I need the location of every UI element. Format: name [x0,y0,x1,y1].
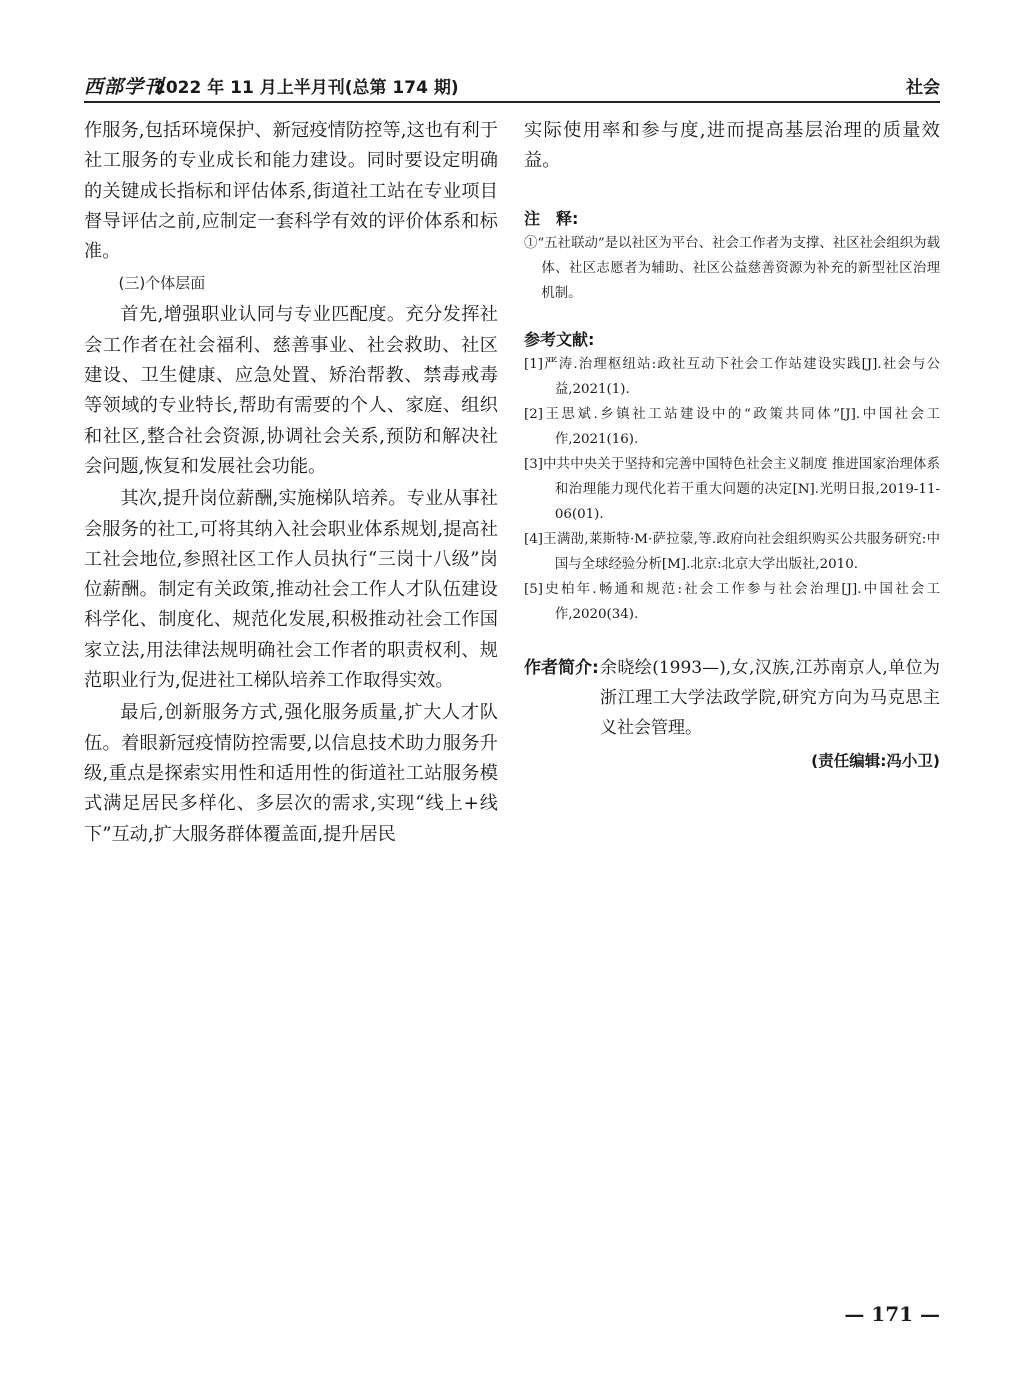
subheading: (三)个体层面 [118,274,206,293]
reference-item: [5]史柏年.畅通和规范:社会工作参与社会治理[J].中国社会工作,2020(34). [524,581,940,622]
right-column [524,116,940,771]
header-rule [84,101,940,103]
reference-item: [3]中共中央关于坚持和完善中国特色社会主义制度 推进国家治理体系和治理能力现代化若干重大问题的决定[N].光明日报,2019-11-06(01). [524,456,940,522]
editor-credit: (责任编辑:冯小卫) [811,751,940,770]
note-1: ①“五社联动”是以社区为平台、社会工作者为支撑、社区社会组织为载体、社区志愿者为辅助、社区公益慈善资源为补充的新型社区治理机制。 [524,235,940,301]
left-column [84,116,498,850]
paragraph-continued: 实际使用率和参与度,进而提高基层治理的质量效益。 [524,120,940,172]
paragraph-1: 作服务,包括环境保护、新冠疫情防控等,这也有利于社工服务的专业成长和能力建设。同时要设定明确的关键成长指标和评估体系,街道社工站在专业项目督导评估之前,应制定一套科学有效的评价体系和标准。 [84,120,498,263]
page-number: — 171 — [844,1302,940,1326]
reference-item: [4]王满劭,莱斯特·M·萨拉蒙,等.政府向社会组织购买公共服务研究:中国与全球经验分析[M].北京:北京大学出版社,2010. [524,531,940,572]
paragraph-2: 首先,增强职业认同与专业匹配度。充分发挥社会工作者在社会福利、慈善事业、社会救助、社区建设、卫生健康、应急处置、矫治帮教、禁毒戒毒等领域的专业特长,帮助有需要的个人、家庭、组织和社区,整合社会资源,协调社会关系,预防和解决社会问题,恢复和发展社会功能。 [84,304,498,477]
paragraph-4: 最后,创新服务方式,强化服务质量,扩大人才队伍。着眼新冠疫情防控需要,以信息技术助力服务升级,重点是探索实用性和适用性的街道社工站服务模式满足居民多样化、多层次的需求,实现“线上+线下”互动,扩大服务群体覆盖面,提升居民 [84,702,498,845]
notes-title: 注 释: [524,208,579,228]
section-name: 社会 [906,78,940,98]
journal-name: 西部学刊 [84,76,165,98]
page-header [84,70,940,98]
references-title: 参考文献: [524,329,595,349]
author-text: 余晓绘(1993—),女,汉族,江苏南京人,单位为浙江理工大学法政学院,研究方向为马克思主义社会管理。 [600,657,940,738]
author-label: 作者简介: [524,657,599,678]
issue-info: 2022 年 11 月上半月刊(总第 174 期) [154,78,459,98]
reference-item: [2]王思斌.乡镇社工站建设中的“政策共同体”[J].中国社会工作,2021(16). [524,406,940,447]
reference-item: [1]严涛.治理枢纽站:政社互动下社会工作站建设实践[J].社会与公益,2021(1). [524,356,940,397]
author-bio [524,653,940,743]
paragraph-3: 其次,提升岗位薪酬,实施梯队培养。专业从事社会服务的社工,可将其纳入社会职业体系规划,提高社工社会地位,参照社区工作人员执行“三岗十八级”岗位薪酬。制定有关政策,推动社会工作人才队伍建设科学化、制度化、规范化发展,积极推动社会工作国家立法,用法律法规明确社会工作者的职责权利、规范职业行为,促进社工梯队培养工作取得实效。 [84,488,498,692]
